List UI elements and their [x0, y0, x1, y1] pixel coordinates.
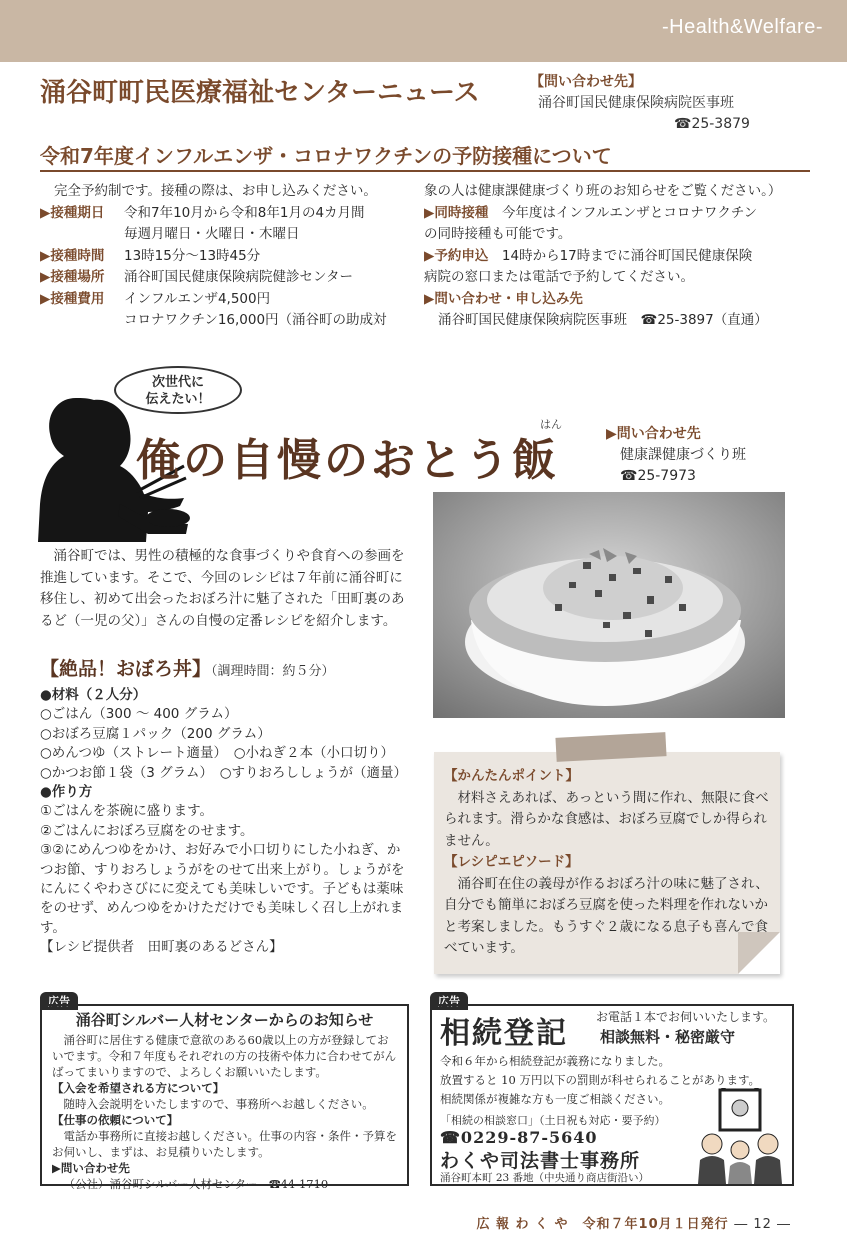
ad1-join-head: 【入会を希望される方について】 [52, 1081, 225, 1095]
flu-period-value: 令和7年10月から令和8年1月の4カ月間 [124, 204, 365, 221]
ad1-inq-text: （公社）涌谷町シルバー人材センター ☎44-1710 [63, 1177, 329, 1191]
ingredients-heading: ●材料（２人分） [40, 687, 147, 703]
note-page-fold [738, 932, 780, 974]
family-portrait-illustration [690, 1088, 790, 1184]
speech-bubble [114, 366, 242, 414]
step-item: ②ごはんにおぼろ豆腐をのせます。 [40, 822, 254, 839]
flu-reserve [424, 246, 804, 268]
flu-place-label: ▶接種場所 [40, 269, 105, 285]
bubble-line2: 伝えたい！ [145, 392, 211, 407]
otou-title: 俺の自慢のおとう飯 [136, 435, 559, 486]
flu-place-value: 涌谷町国民健康保険病院健診センター [124, 269, 353, 285]
recipe-body [40, 686, 408, 958]
silver-center-ad [40, 1004, 409, 1191]
ad-tag: 広告 [40, 992, 78, 1010]
recipe-title [40, 654, 335, 681]
flu-inquiry-text: 涌谷町国民健康保険病院医事班 ☎25-3897（直通） [438, 312, 768, 328]
flu-reserve-text2: 病院の窓口または電話で予約してください。 [424, 269, 694, 285]
bubble-line1: 次世代に [151, 375, 204, 390]
flu-intro: 完全予約制です。接種の際は、お申し込みください。 [54, 183, 377, 199]
flu-cost-label: ▶接種費用 [40, 290, 105, 307]
flu-inquiry-label: ▶問い合わせ・申し込み先 [424, 290, 583, 307]
otou-title-ruby: はん [540, 418, 562, 431]
ad2-window: 「相続の相談窓口」（土日祝も対応・要予約） [440, 1114, 666, 1127]
flu-cost-flu: インフルエンザ4,500円 [124, 290, 271, 307]
ad2-body-line: 令和６年から相続登記が義務になりました。 [440, 1054, 670, 1068]
recipe-credit: 【レシピ提供者 田町裏のあるどさん】 [40, 939, 283, 956]
flu-simul [424, 203, 804, 225]
flu-cost-covid: コロナワクチン16,000円（涌谷町の助成対 [124, 312, 387, 328]
news-contact-office: 涌谷町国民健康保険病院医事班 [538, 95, 734, 111]
steps-heading: ●作り方 [40, 784, 93, 801]
ad2-tagline: お電話１本でお伺いいたします。 [596, 1010, 776, 1024]
flu-place-row [40, 267, 412, 289]
ad1-work-head: 【仕事の依頼について】 [52, 1113, 179, 1127]
ad1-inq-head: ▶問い合わせ先 [52, 1161, 130, 1175]
otou-contact-tel: ☎25-7973 [620, 468, 696, 484]
flu-time-value: 13時15分〜13時45分 [124, 247, 261, 264]
ad2-title: 相続登記 [440, 1016, 568, 1051]
ad2-phone: ☎0229-87-5640 [440, 1128, 598, 1147]
episode-text: 涌谷町在住の義母が作るおぼろ汁の味に魅了され、自分でも簡単におぼろ豆腐を使った料理を作れないかと考案しました。もうすぐ２歳になる息子も喜んで食べています。 [444, 875, 769, 956]
recipe-name: 【絶品！おぼろ丼】 [40, 658, 212, 680]
ingredient-item: ○めんつゆ（ストレート適量） ○小ねぎ２本（小口切り） [40, 745, 395, 762]
step-item: ①ごはんを茶碗に盛ります。 [40, 803, 214, 820]
ad1-work-text: 電話か事務所に直接お越しください。仕事の内容・条件・予算をお伺いし、まずは、お見積りいたします。 [52, 1129, 397, 1159]
news-contact-label: 【問い合わせ先】 [530, 74, 642, 90]
flu-simul-text2: の同時接種も可能です。 [424, 226, 572, 242]
otou-contact-office: 健康課健康づくり班 [620, 447, 746, 463]
news-title: 涌谷町町民医療福祉センターニュース [40, 78, 480, 108]
flu-period-days: 毎週月曜日・火曜日・木曜日 [124, 226, 300, 242]
episode-label: 【レシピエピソード】 [444, 854, 579, 870]
page-footer [476, 1213, 791, 1232]
ad2-address: 涌谷町本町 23 番地（中央通り商店街沿い） [440, 1172, 650, 1184]
flu-left-column [40, 181, 412, 332]
flu-cost-continued: 象の人は健康課健康づくり班のお知らせをご覧ください。） [424, 183, 782, 199]
page-number: ― 12 ― [734, 1217, 791, 1232]
ingredient-item: ○おぼろ豆腐１パック（200 グラム） [40, 725, 271, 742]
ad2-firm-name: わくや司法書士事務所 [440, 1150, 641, 1172]
flu-right-column [424, 181, 804, 332]
flu-simul-text1: 今年度はインフルエンザとコロナワクチン [501, 204, 758, 221]
otou-contact [606, 424, 746, 487]
footer-publication: 広 報 わ く や 令和７年10月１日発行 [476, 1217, 729, 1232]
point-label: 【かんたんポイント】 [444, 768, 579, 784]
point-text: 材料さえあれば、あっという間に作れ、無限に食べられます。滑らかな食感は、おぼろ豆腐でしか得られません。 [444, 789, 769, 849]
flu-period-label: ▶接種期日 [40, 204, 105, 221]
otou-intro: 涌谷町では、男性の積極的な食事づくりや食育への参画を推進しています。そこで、今回のレシピは７年前に涌谷町に移住し、初めて出会ったおぼろ汁に魅了された「田町裏のあるど（一児の父）」さんの自慢の定番レシピを紹介します。 [40, 548, 405, 629]
ingredient-item: ○かつお節１袋（3 グラム） ○すりおろししょうが（適量） [40, 764, 408, 781]
flu-reserve-text1: 14時から17時までに涌谷町国民健康保険 [501, 247, 753, 264]
flu-simul-label: ▶同時接種 [424, 204, 489, 221]
ad2-body-line: 相続関係が複雑な方も一度ご相談ください。 [440, 1092, 670, 1106]
ad1-intro: 涌谷町に居住する健康で意欲のある60歳以上の方が登録しておいでます。令和７年度もそれぞれの方の技術や体力に合わせてがんばってまいりますので、よろしくお願いいたします。 [52, 1033, 397, 1079]
news-contact-tel: ☎25-3879 [674, 116, 750, 132]
recipe-point-note [434, 752, 780, 974]
flu-time-row [40, 246, 412, 268]
ad2-free-consult: 相談無料・秘密厳守 [600, 1028, 736, 1046]
otou-contact-label: ▶問い合わせ先 [606, 426, 701, 442]
oboro-don-photo [433, 492, 785, 718]
ingredient-item: ○ごはん（300 〜 400 グラム） [40, 706, 238, 723]
inheritance-ad [430, 1004, 794, 1186]
ad2-body-line: 放置すると 10 万円以下の罰則が科せられることがあります。 [440, 1073, 761, 1087]
flu-title-rule [40, 170, 810, 172]
ad-tag: 広告 [430, 992, 468, 1010]
flu-cost-row [40, 289, 412, 311]
section-tag: -Health&Welfare- [661, 16, 823, 38]
flu-reserve-label: ▶予約申込 [424, 247, 489, 264]
flu-period-row [40, 203, 412, 225]
ad1-title: 涌谷町シルバー人材センターからのお知らせ [75, 1011, 374, 1029]
flu-title: 令和7年度インフルエンザ・コロナワクチンの予防接種について [40, 144, 612, 168]
recipe-time: （調理時間：約５分） [211, 664, 335, 679]
step-item: ③②にめんつゆをかけ、お好みで小口切りにした小ねぎ、かつお節、すりおろしょうがをのせて出来上がり。しょうがをにんにくやわさびにに変えても美味しいです。子どもは薬味をのせず、めんつゆをかけただけでも美味しく召し上がれます。 [40, 842, 405, 936]
news-contact [530, 72, 750, 135]
flu-time-label: ▶接種時間 [40, 247, 105, 264]
ad1-join-text: 随時入会説明をいたしますので、事務所へお越しください。 [63, 1097, 374, 1111]
